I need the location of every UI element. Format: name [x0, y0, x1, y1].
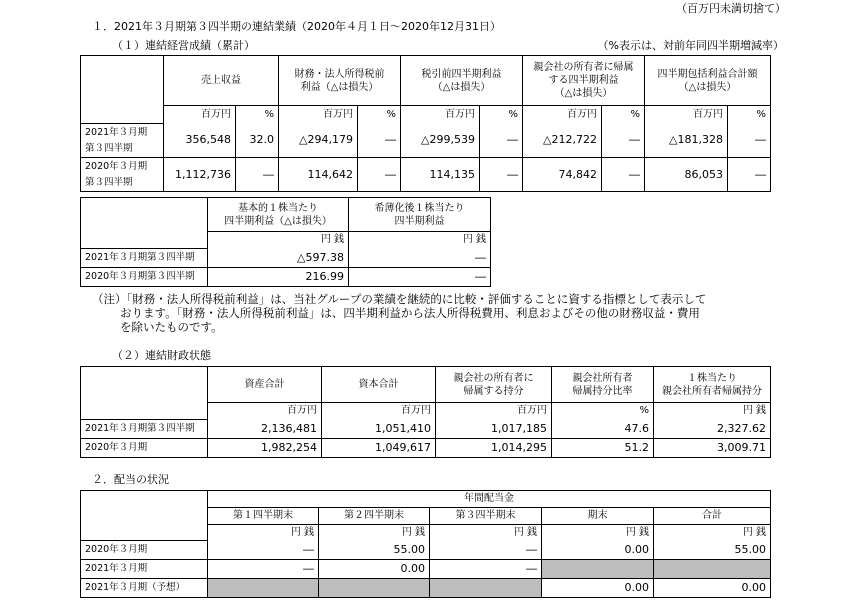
row-label: 2021年３月期第３四半期 [81, 420, 208, 439]
value-cell: 1,049,617 [322, 439, 436, 458]
value-cell: 1,112,736 [164, 158, 236, 192]
unit-cell: % [358, 106, 401, 124]
unit-cell: 百万円 [436, 403, 552, 420]
results-corner [81, 56, 164, 106]
table-row [81, 158, 771, 192]
value-cell: 1,017,185 [436, 420, 552, 439]
unit-cell: 円 銭 [208, 525, 319, 541]
percent-note: （%表示は、対前年同四半期増減率） [597, 39, 784, 52]
dividends-corner-2 [81, 508, 208, 525]
value-cell: ― [208, 541, 319, 560]
header-comprehensive: 四半期包括利益合計額 （△は損失） [645, 56, 771, 106]
value-cell: 32.0 [236, 124, 279, 158]
unit-cell: 百万円 [401, 106, 480, 124]
table-row [81, 579, 771, 598]
unit-cell: 百万円 [208, 403, 322, 420]
value-cell [654, 560, 771, 579]
financial-corner-2 [81, 403, 208, 420]
header-total-assets: 資産合計 [208, 367, 322, 403]
table-row [81, 420, 771, 439]
header-annual-dividend: 年間配当金 [208, 491, 771, 508]
section3-title: ２．配当の状況 [92, 473, 169, 486]
eps-table [80, 197, 491, 287]
unit-cell: 百万円 [279, 106, 358, 124]
value-cell: ― [349, 249, 491, 268]
note-line: おります。「財務・法人所得税前利益」は、四半期利益から法人所得税費用、利息およびその他の財務収益・費用 [120, 306, 700, 320]
row-label: 2020年３月期第３四半期 [81, 268, 208, 287]
value-cell: △212,722 [523, 124, 602, 158]
table-row [81, 560, 771, 579]
value-cell: 0.00 [542, 541, 654, 560]
section2-title: （２）連結財政状態 [112, 349, 211, 362]
header-pretax: 税引前四半期利益 （△は損失） [401, 56, 523, 106]
value-cell: ― [728, 158, 771, 192]
value-cell: ― [602, 158, 645, 192]
unit-cell: % [480, 106, 523, 124]
unit-note: （百万円未満切捨て） [676, 2, 786, 15]
value-cell: ― [480, 124, 523, 158]
header-q2-end: 第２四半期末 [319, 508, 430, 525]
value-cell: 55.00 [319, 541, 430, 560]
header-total: 合計 [654, 508, 771, 525]
table-row [81, 249, 491, 268]
row-label: 2021年３月期（予想） [81, 579, 208, 598]
value-cell: 51.2 [552, 439, 654, 458]
unit-cell: 円 銭 [208, 232, 349, 249]
value-cell: 216.99 [208, 268, 349, 287]
value-cell: ― [728, 124, 771, 158]
value-cell: △181,328 [645, 124, 728, 158]
unit-cell: 円 銭 [430, 525, 542, 541]
value-cell [542, 560, 654, 579]
row-label: 2021年３月期第３四半期 [81, 249, 208, 268]
header-year-end: 期末 [542, 508, 654, 525]
value-cell: ― [349, 268, 491, 287]
value-cell: 0.00 [542, 579, 654, 598]
row-label: 2020年３月期 [81, 439, 208, 458]
value-cell: ― [430, 541, 542, 560]
value-cell: 47.6 [552, 420, 654, 439]
row-label: 2020年３月期 [81, 541, 208, 560]
value-cell [208, 579, 319, 598]
table-row [81, 268, 491, 287]
value-cell: 74,842 [523, 158, 602, 192]
value-cell: ― [602, 124, 645, 158]
unit-cell: 百万円 [645, 106, 728, 124]
results-table [80, 55, 771, 192]
value-cell: △299,539 [401, 124, 480, 158]
financial-corner [81, 367, 208, 403]
value-cell: 1,014,295 [436, 439, 552, 458]
header-q1-end: 第１四半期末 [208, 508, 319, 525]
value-cell: 86,053 [645, 158, 728, 192]
table-row [81, 541, 771, 560]
value-cell: 114,135 [401, 158, 480, 192]
financial-table [80, 366, 771, 458]
unit-cell: 百万円 [322, 403, 436, 420]
unit-cell: % [236, 106, 279, 124]
table-row [81, 439, 771, 458]
row-label: 2020年３月期 第３四半期 [81, 158, 164, 192]
note-line: を除いたものです。 [120, 320, 223, 334]
unit-cell: 百万円 [523, 106, 602, 124]
eps-corner-2 [81, 232, 208, 249]
unit-cell: 円 銭 [654, 525, 771, 541]
results-corner-2 [81, 106, 164, 124]
value-cell: 0.00 [319, 560, 430, 579]
value-cell: △597.38 [208, 249, 349, 268]
header-equity-ratio: 親会社所有者 帰属持分比率 [552, 367, 654, 403]
note-line: （注）「財務・法人所得税前利益」は、当社グループの業績を継続的に比較・評価することに資する指標として表示して [92, 292, 707, 306]
unit-cell: 円 銭 [349, 232, 491, 249]
dividends-corner-3 [81, 525, 208, 541]
unit-cell: % [602, 106, 645, 124]
dividends-corner [81, 491, 208, 508]
unit-cell: 円 銭 [654, 403, 771, 420]
header-owner-profit: 親会社の所有者に帰属 する四半期利益 （△は損失） [523, 56, 645, 106]
unit-cell: % [552, 403, 654, 420]
header-owner-equity: 親会社の所有者に 帰属する持分 [436, 367, 552, 403]
unit-cell: 百万円 [164, 106, 236, 124]
value-cell: ― [236, 158, 279, 192]
value-cell: ― [430, 560, 542, 579]
value-cell: △294,179 [279, 124, 358, 158]
table-row [81, 124, 771, 158]
header-ebit: 財務・法人所得税前 利益（△は損失） [279, 56, 401, 106]
dividends-table [80, 490, 771, 598]
value-cell: 1,051,410 [322, 420, 436, 439]
header-diluted-eps: 希薄化後１株当たり 四半期利益 [349, 198, 491, 232]
section1-title: １．2021年３月期第３四半期の連結業績（2020年４月１日～2020年12月31日） [92, 20, 501, 33]
value-cell: ― [480, 158, 523, 192]
value-cell: ― [358, 158, 401, 192]
value-cell: 55.00 [654, 541, 771, 560]
eps-corner [81, 198, 208, 232]
header-revenue: 売上収益 [164, 56, 279, 106]
header-basic-eps: 基本的１株当たり 四半期利益（△は損失） [208, 198, 349, 232]
value-cell [319, 579, 430, 598]
value-cell [430, 579, 542, 598]
unit-cell: % [728, 106, 771, 124]
value-cell: ― [358, 124, 401, 158]
row-label: 2021年３月期 第３四半期 [81, 124, 164, 158]
value-cell: 2,136,481 [208, 420, 322, 439]
value-cell: 356,548 [164, 124, 236, 158]
unit-cell: 円 銭 [542, 525, 654, 541]
header-bps: １株当たり 親会社所有者帰属持分 [654, 367, 771, 403]
value-cell: 3,009.71 [654, 439, 771, 458]
value-cell: 114,642 [279, 158, 358, 192]
row-label: 2021年３月期 [81, 560, 208, 579]
value-cell: ― [208, 560, 319, 579]
value-cell: 2,327.62 [654, 420, 771, 439]
header-q3-end: 第３四半期末 [430, 508, 542, 525]
value-cell: 0.00 [654, 579, 771, 598]
header-total-equity: 資本合計 [322, 367, 436, 403]
unit-cell: 円 銭 [319, 525, 430, 541]
value-cell: 1,982,254 [208, 439, 322, 458]
section1-subtitle: （１）連結経営成績（累計） [112, 39, 255, 52]
